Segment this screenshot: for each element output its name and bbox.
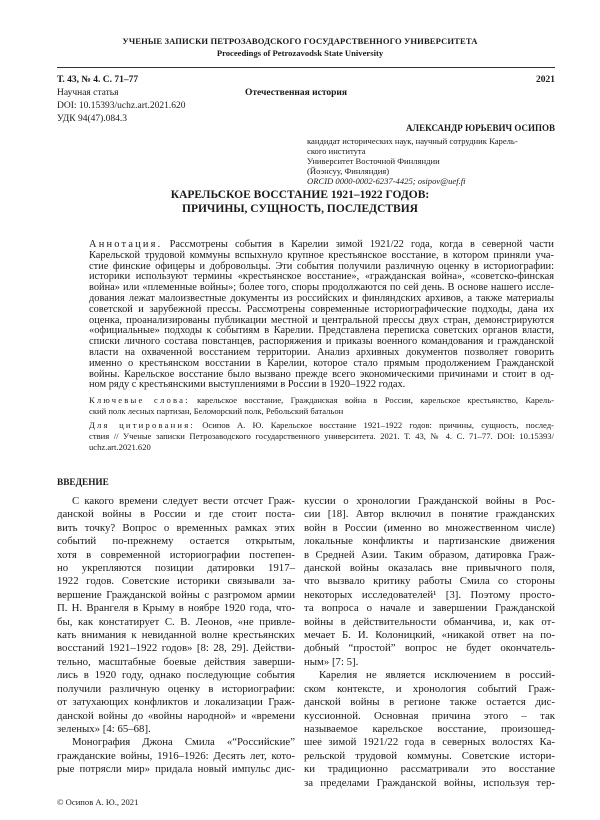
line-text: именно о крестьянском восстании в Карелии, которое стало прямым продолжением Гражданской: [89, 357, 554, 369]
text-line: [57, 589, 295, 602]
line-text: «официальные» подходы к событиям в Карелии. Представлена переписка советских органов власти,: [89, 325, 554, 337]
text-line: [57, 562, 295, 575]
author-name: АЛЕКСАНДР ЮРЬЕВИЧ ОСИПОВ: [405, 123, 555, 133]
line-text: стие финские офицеры и добровольцы. Эти события получили различную оценку в историографии:: [89, 260, 554, 272]
line-text: событий по-прежнему остается открытым,: [57, 535, 295, 548]
line-text: в Средней Азии. Таким образом, датировка Граж-: [304, 548, 555, 561]
line-text: рые потрясли мир» придала новый импульс дис-: [57, 763, 295, 776]
line-text: тельно, масштабные боевые действия заверши-: [57, 655, 295, 668]
text-line: [304, 683, 555, 696]
rubric: Отечественная история: [245, 88, 348, 98]
line-text: мечает Б. И. Колоницкий, «никакой ответ на по-: [304, 629, 555, 642]
text-line: [57, 629, 295, 642]
section-label: Ключевые слова:: [89, 395, 190, 405]
text-line: [304, 710, 555, 723]
line-text: ский полк лесных партизан, Беломорский полк, Ребольский батальон: [89, 405, 344, 416]
text-line: [57, 508, 295, 521]
text-line: [304, 723, 555, 736]
line-text: ным» [7: 5].: [304, 655, 359, 668]
text-line: [57, 535, 295, 548]
line-text: ствия // Ученые записки Петрозаводского государственного университета. 2021. Т. 43, № 4. С. 71–77. DOI: 10.15393/: [89, 430, 554, 441]
line-text: Карелия не является исключением в россий-: [319, 669, 555, 682]
text-line: [57, 549, 295, 562]
text-line: [57, 669, 295, 682]
orcid-email: ORCID 0000-0002-6237-4425; osipov@uef.fi: [307, 176, 466, 186]
body-right-column: [304, 495, 555, 790]
line-text: данской войны оказалась вне привычного поля,: [304, 562, 555, 575]
publication-year: 2021: [536, 75, 555, 85]
header-divider: [57, 67, 555, 68]
line-text: рельской трудовой коммуны. Советские истори-: [304, 749, 555, 762]
text-line: [57, 736, 295, 749]
line-text: uchz.art.2021.620: [89, 441, 151, 452]
line-text: та вопроса о начале и завершении Гражданской: [304, 602, 555, 615]
keywords: [89, 395, 554, 417]
text-line: [304, 763, 555, 776]
line-text: Монография Джона Смила «“Российские”: [72, 736, 295, 749]
text-line: [304, 777, 555, 790]
text-line: [89, 395, 554, 406]
text-line: [304, 535, 555, 548]
journal-title-ru: УЧЕНЫЕ ЗАПИСКИ ПЕТРОЗАВОДСКОГО ГОСУДАРСТВЕННОГО УНИВЕРСИТЕТА: [122, 36, 478, 46]
text-line: [304, 656, 555, 669]
section-heading-intro: ВВЕДЕНИЕ: [57, 478, 109, 488]
line-text: 1922 годов. Советские историки связывали за-: [57, 575, 295, 588]
line-text: оценка, проанализированы публикации местной и центральной прессы двух стран, демонстрируются: [89, 314, 554, 326]
line-text: Осипов А. Ю. Карельское восстание 1921–1922 годов: причины, сущность, послед-: [202, 420, 554, 430]
text-line: [57, 750, 295, 763]
line-text: восстаний 1921–1922 годов» [8: 28, 29]. Действи-: [57, 642, 295, 655]
text-line: [57, 723, 295, 736]
text-line: [89, 380, 554, 391]
text-line: [304, 522, 555, 535]
text-line: [304, 575, 555, 588]
line-text: карельское восстание, Гражданская война в России, карельское крестьянство, Карель-: [197, 395, 554, 405]
affiliation-line: (Йоэнсуу, Финляндия): [307, 166, 390, 176]
text-line: [304, 750, 555, 763]
text-line: [57, 575, 295, 588]
volume-info: Т. 43, № 4. С. 71–77: [57, 75, 139, 85]
line-text: шее зимой 1921/22 года в северных волостях Ка-: [304, 736, 555, 749]
body-left-column: [57, 495, 295, 777]
udk: УДК 94(47).084.3: [57, 114, 128, 124]
article-title-line-2: ПРИЧИНЫ, СУЩНОСТЬ, ПОСЛЕДСТВИЯ: [182, 203, 418, 215]
text-line: [57, 656, 295, 669]
section-label: Для цитирования:: [89, 420, 195, 430]
text-line: [304, 696, 555, 709]
line-text: вить точку? Вопрос о временных рамках этих: [57, 521, 295, 534]
line-text: ском контексте, и хронология событий Граж-: [304, 682, 555, 695]
line-text: бы, как констатирует С. В. Леонов, «не привле-: [57, 615, 295, 628]
line-text: зеленых» [4: 65–68].: [57, 722, 151, 735]
line-text: власти на охваченной восстанием территории. Анализ архивных документов позволяет говорить: [89, 346, 554, 358]
line-text: Карельской трудовой коммуны вспыхнуло крупное крестьянское восстание, в котором приняли уча-: [89, 249, 554, 261]
abstract: [89, 240, 554, 391]
citation: [89, 420, 554, 452]
line-text: война» или «племенные войны»; более того, споры продолжаются по сей день. В основе нашего иссле-: [89, 282, 554, 294]
line-text: П. Н. Врангеля в Крыму в ноябре 1920 года, что-: [57, 602, 295, 615]
line-text: куссии о хронологии Гражданской войны в Рос-: [304, 495, 555, 507]
text-line: [304, 642, 555, 655]
text-line: [304, 629, 555, 642]
text-line: [57, 616, 295, 629]
copyright: © Осипов А. Ю., 2021: [57, 797, 139, 807]
line-text: хотя в современной историографии постепен-: [57, 548, 295, 561]
line-text: кать внимания к невиданной волне крестьянских: [57, 629, 295, 642]
line-text: добный “простой” вопрос не будет окончатель-: [304, 642, 555, 655]
text-line: [57, 602, 295, 615]
text-line: [89, 420, 554, 431]
line-text: сии [18]. Автор включил в понятие гражданских: [304, 508, 555, 521]
line-text: что вызвало критику работы Смила со стороны: [304, 575, 555, 588]
line-text: лись в 1920 году, однако последующие события: [57, 669, 295, 682]
text-line: [57, 495, 295, 508]
text-line: [304, 589, 555, 602]
line-text: данской войны в регионе также остается дис-: [304, 696, 555, 709]
article-title-line-1: КАРЕЛЬСКОЕ ВОССТАНИЕ 1921–1922 ГОДОВ:: [170, 189, 430, 201]
text-line: [89, 442, 554, 453]
text-line: [304, 495, 555, 508]
line-text: списки личного состава повстанцев, распоряжения и приказы военного командования и гражданской: [89, 336, 554, 348]
text-line: [304, 736, 555, 749]
line-text: советской и зарубежной прессы. Рассмотрены современные историографические подходы, дана их: [89, 303, 554, 315]
line-text: но укрепляются позиции датировки 1917–: [57, 562, 295, 575]
line-text: гражданские войны, 1916–1926: Десять лет, кото-: [57, 749, 295, 762]
text-line: [304, 602, 555, 615]
line-text: локальные конфликты и партизанские движения: [304, 535, 555, 548]
text-line: [89, 406, 554, 417]
text-line: [57, 642, 295, 655]
line-text: данской войны до «войны народной» и «времени: [57, 709, 295, 722]
line-text: войны. Карельское восстание было вызвано прежде всего экономическими причинами и стоит в од-: [89, 368, 554, 380]
text-line: [57, 696, 295, 709]
line-text: вершение Гражданской войны с разгромом армии: [57, 588, 295, 601]
line-text: получили различную оценку в историографии:: [57, 682, 295, 695]
affiliation-line: Университет Восточной Финляндии: [307, 156, 440, 166]
text-line: [57, 522, 295, 535]
text-line: [304, 669, 555, 682]
text-line: [89, 431, 554, 442]
line-text: от затухающих конфликтов и локализации Граж-: [57, 696, 295, 709]
line-text: ки традиционно рассматривали это восстание: [304, 763, 555, 776]
journal-title-en: Proceedings of Petrozavodsk State University: [216, 48, 384, 58]
line-text: данской войны в России и где стоит поста-: [57, 508, 295, 521]
text-line: [57, 683, 295, 696]
doi: DOI: 10.15393/uchz.art.2021.620: [57, 101, 186, 111]
article-type: Научная статья: [57, 88, 119, 98]
affiliation-line: кандидат исторических наук, научный сотрудник Карель-: [307, 136, 518, 146]
line-text: войн в России (именно во множественном числе): [304, 521, 555, 534]
text-line: [304, 508, 555, 521]
author-affiliation: [307, 136, 555, 186]
text-line: [57, 710, 295, 723]
line-text: куссионной. Основная причина этого – так: [304, 709, 555, 722]
line-text: историки используют термины «крестьянское восстание», «гражданская война», «советско-финская: [89, 271, 554, 283]
line-text: дования лежат малоизвестные документы из российских и финляндских архивов, а также материалы: [89, 292, 554, 304]
text-line: [304, 562, 555, 575]
line-text: Рассмотрены события в Карелии зимой 1921/22 года, когда в северной части: [169, 239, 554, 250]
section-label: Аннотация.: [89, 239, 163, 250]
line-text: за пределами Гражданской войны, используя тер-: [304, 776, 555, 789]
line-text: ном ряду с крестьянскими выступлениями в России в 1920–1922 годах.: [89, 379, 406, 391]
line-text: С какого времени следует вести отсчет Граж-: [72, 495, 295, 507]
text-line: [304, 549, 555, 562]
line-text: некоторых исследователей¹ [3]. Поэтому просто-: [304, 588, 555, 601]
line-text: называемое карельское восстание, произошед-: [304, 722, 555, 735]
line-text: войны в действительности обманчива, и, как от-: [304, 615, 555, 628]
affiliation-line: ского института: [307, 146, 366, 156]
text-line: [57, 763, 295, 776]
text-line: [304, 616, 555, 629]
